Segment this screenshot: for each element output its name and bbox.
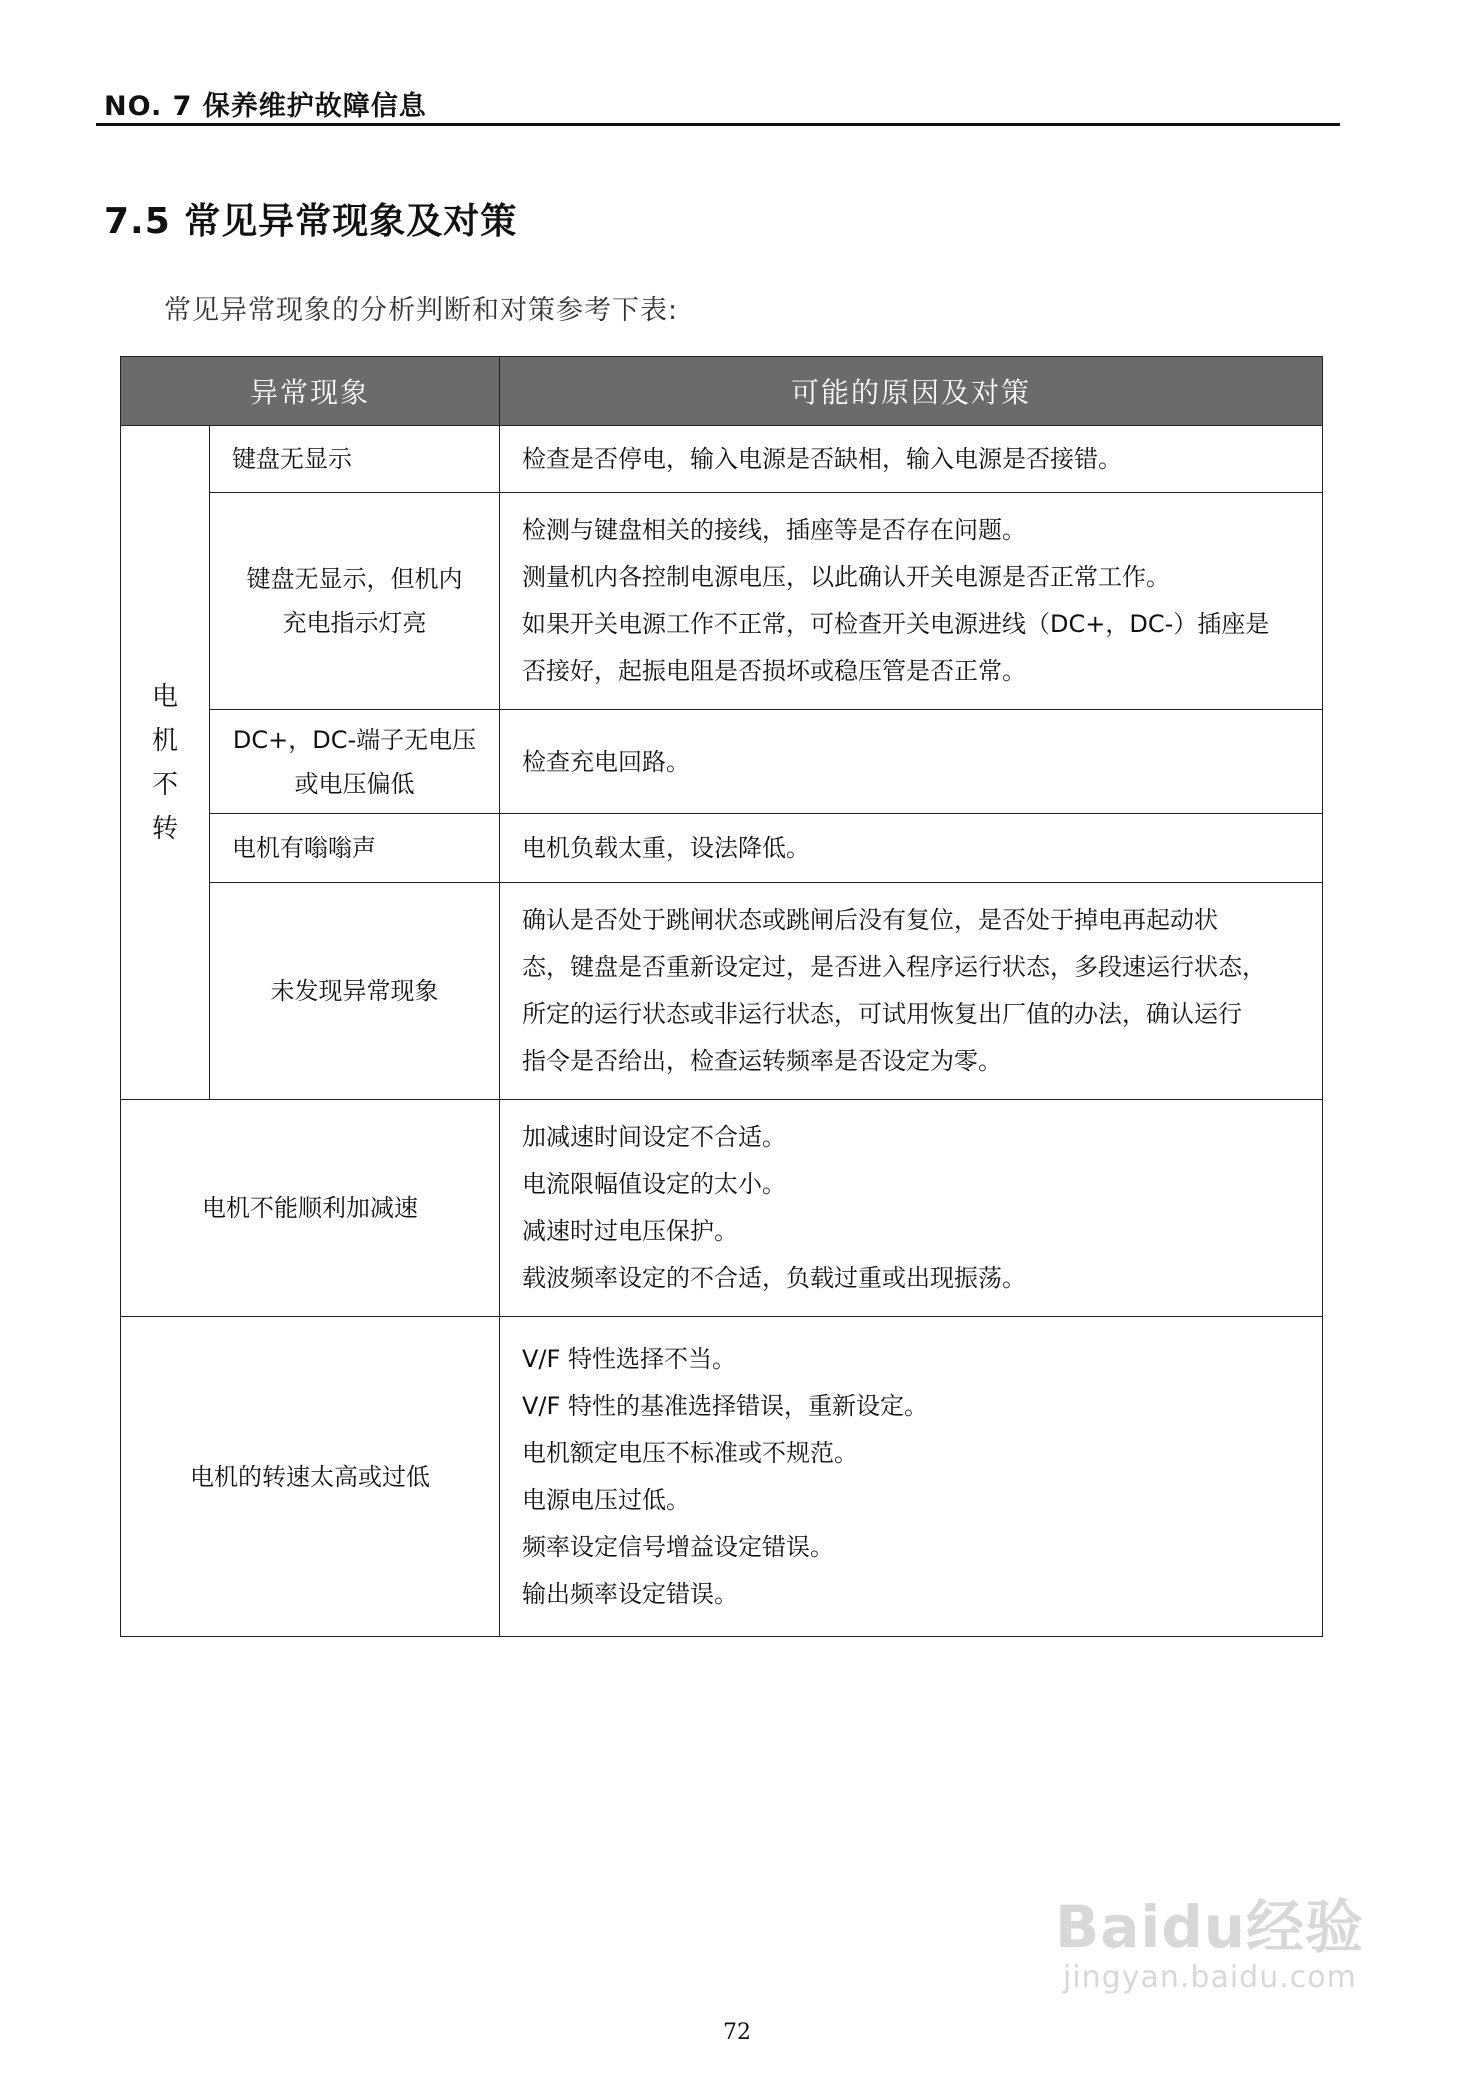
cause-cell bbox=[500, 493, 1323, 710]
watermark-logo: Baidu经验 bbox=[1055, 1893, 1365, 1961]
cause-line: 电机负载太重，设法降低。 bbox=[522, 834, 811, 862]
group-label-char: 电 bbox=[151, 681, 178, 712]
header-divider bbox=[96, 123, 1340, 126]
table-row bbox=[121, 1100, 1323, 1317]
symptom-text: 电机的转速太高或过低 bbox=[190, 1462, 430, 1491]
cause-line: 测量机内各控制电源电压，以此确认开关电源是否正常工作。 bbox=[522, 563, 1171, 591]
cause-line: 检查是否停电，输入电源是否缺相，输入电源是否接错。 bbox=[522, 445, 1123, 473]
symptom-text: 键盘无显示，但机内 bbox=[246, 565, 463, 593]
section-title: 7.5 常见异常现象及对策 bbox=[104, 201, 518, 242]
cause-line: 电流限幅值设定的太小。 bbox=[522, 1170, 787, 1198]
symptom-cell bbox=[210, 710, 500, 814]
group-label-motor-not-running bbox=[121, 426, 210, 1100]
table-row bbox=[121, 883, 1323, 1100]
symptom-cell bbox=[121, 1100, 500, 1317]
intro-text: 常见异常现象的分析判断和对策参考下表: bbox=[164, 295, 679, 326]
cause-line: 否接好，起振电阻是否损坏或稳压管是否正常。 bbox=[522, 657, 1027, 685]
cause-line: 所定的运行状态或非运行状态，可试用恢复出厂值的办法，确认运行 bbox=[522, 1000, 1243, 1028]
cause-line: V/F 特性选择不当。 bbox=[522, 1344, 736, 1373]
symptom-text: 充电指示灯亮 bbox=[282, 609, 427, 637]
cause-line: 输出频率设定错误。 bbox=[522, 1579, 739, 1608]
cause-cell bbox=[500, 814, 1323, 883]
symptom-text: 未发现异常现象 bbox=[270, 977, 439, 1005]
chapter-header: NO. 7 保养维护故障信息 bbox=[104, 91, 427, 122]
symptom-cell bbox=[210, 883, 500, 1100]
cause-line: 确认是否处于跳闸状态或跳闸后没有复位，是否处于掉电再起动状 bbox=[522, 906, 1219, 934]
watermark-url: jingyan.baidu.com bbox=[1063, 1960, 1357, 1995]
symptom-cell bbox=[210, 493, 500, 710]
table-row bbox=[121, 1317, 1323, 1637]
cause-cell bbox=[500, 710, 1323, 814]
cause-line: 加减速时间设定不合适。 bbox=[522, 1123, 787, 1151]
cause-line: 电机额定电压不标准或不规范。 bbox=[522, 1438, 859, 1467]
baidu-jingyan-watermark bbox=[1055, 1880, 1395, 2000]
group-label-char: 转 bbox=[151, 813, 178, 844]
header-symptom: 异常现象 bbox=[121, 357, 500, 426]
cause-line: 载波频率设定的不合适，负载过重或出现振荡。 bbox=[522, 1264, 1027, 1292]
cause-line: 态，键盘是否重新设定过，是否进入程序运行状态，多段速运行状态， bbox=[522, 953, 1267, 981]
cause-line: 检查充电回路。 bbox=[522, 747, 691, 776]
symptom-cell bbox=[210, 814, 500, 883]
symptom-text: 电机有嗡嗡声 bbox=[232, 834, 376, 862]
symptom-text: 电机不能顺利加减速 bbox=[202, 1194, 418, 1222]
cause-cell bbox=[500, 1317, 1323, 1637]
cause-line: 减速时过电压保护。 bbox=[522, 1217, 739, 1245]
cause-line: 如果开关电源工作不正常，可检查开关电源进线（DC+，DC-）插座是 bbox=[522, 610, 1270, 638]
group-label-char: 机 bbox=[151, 725, 178, 756]
symptom-text: 键盘无显示 bbox=[232, 445, 352, 473]
cause-line: 检测与键盘相关的接线，插座等是否存在问题。 bbox=[522, 516, 1027, 544]
header-cause: 可能的原因及对策 bbox=[500, 357, 1323, 426]
table-row bbox=[121, 426, 1323, 493]
table-row bbox=[121, 493, 1323, 710]
page-number: 72 bbox=[723, 2020, 751, 2045]
symptom-text: DC+，DC-端子无电压 bbox=[232, 725, 477, 754]
cause-line: V/F 特性的基准选择错误，重新设定。 bbox=[522, 1391, 928, 1420]
cause-line: 指令是否给出，检查运转频率是否设定为零。 bbox=[522, 1047, 1003, 1075]
cause-cell bbox=[500, 883, 1323, 1100]
cause-cell bbox=[500, 426, 1323, 493]
symptom-cell bbox=[210, 426, 500, 493]
symptom-text: 或电压偏低 bbox=[294, 769, 415, 798]
table-row bbox=[121, 710, 1323, 814]
group-label-char: 不 bbox=[151, 769, 178, 800]
cause-line: 频率设定信号增益设定错误。 bbox=[522, 1532, 835, 1561]
cause-cell bbox=[500, 1100, 1323, 1317]
cause-line: 电源电压过低。 bbox=[522, 1485, 691, 1514]
fault-table bbox=[120, 356, 1323, 1637]
table-header-row bbox=[121, 357, 1323, 426]
symptom-cell bbox=[121, 1317, 500, 1637]
table-row bbox=[121, 814, 1323, 883]
